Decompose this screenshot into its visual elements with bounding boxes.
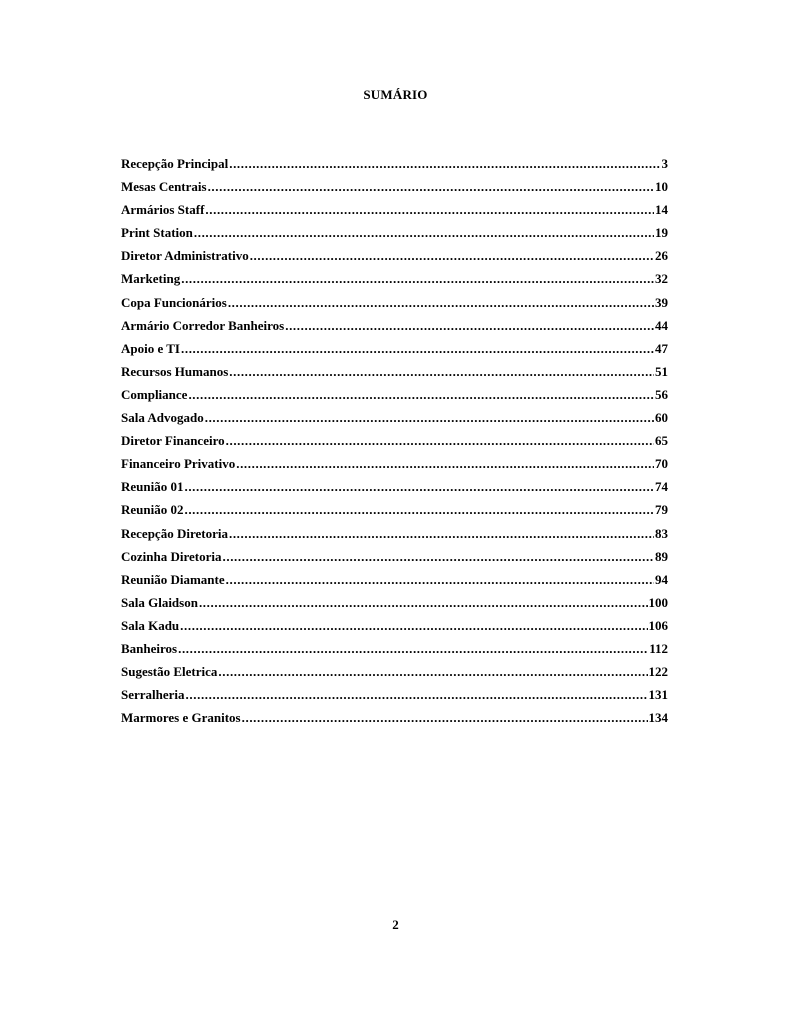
toc-entry-page: 100: [648, 594, 668, 610]
toc-entry-label: Reunião Diamante: [121, 571, 225, 587]
toc-entry-label: Marmores e Granitos: [121, 710, 241, 726]
toc-entry[interactable]: [121, 710, 668, 733]
toc-entry[interactable]: [121, 248, 668, 271]
toc-entry[interactable]: [121, 341, 668, 364]
toc-entry-page: 94: [655, 571, 668, 587]
page-title: SUMÁRIO: [363, 87, 428, 102]
toc-dot-leader: [199, 595, 648, 611]
toc-entry[interactable]: [121, 318, 668, 341]
toc-entry-page: 14: [655, 202, 668, 218]
toc-entry-label: Diretor Administrativo: [121, 248, 249, 264]
toc-entry[interactable]: [121, 549, 668, 572]
toc-entry-label: Cozinha Diretoria: [121, 548, 222, 564]
toc-entry-page: 122: [648, 664, 668, 680]
toc-entry-label: Mesas Centrais: [121, 179, 207, 195]
toc-dot-leader: [226, 572, 654, 588]
toc-entry-label: Armário Corredor Banheiros: [121, 317, 285, 333]
toc-entry-label: Sala Kadu: [121, 617, 180, 633]
toc-entry[interactable]: [121, 526, 668, 549]
page-number: 2: [392, 917, 399, 932]
toc-dot-leader: [194, 225, 654, 241]
toc-entry[interactable]: [121, 271, 668, 294]
toc-entry-page: 74: [655, 479, 668, 495]
toc-entry-page: 65: [655, 433, 668, 449]
toc-entry-page: 112: [649, 640, 668, 656]
toc-entry-label: Compliance: [121, 386, 188, 402]
toc-entry[interactable]: [121, 687, 668, 710]
toc-entry[interactable]: [121, 387, 668, 410]
toc-entry-label: Reunião 02: [121, 502, 184, 518]
toc-dot-leader: [242, 710, 648, 726]
toc-entry-page: 131: [648, 687, 668, 703]
toc-entry-label: Sala Glaidson: [121, 594, 198, 610]
toc-entry[interactable]: [121, 179, 668, 202]
toc-dot-leader: [229, 526, 654, 542]
toc-entry-page: 26: [655, 248, 668, 264]
toc-entry[interactable]: [121, 202, 668, 225]
toc-dot-leader: [184, 479, 654, 495]
toc-entry-label: Serralheria: [121, 687, 185, 703]
toc-entry-label: Recepção Principal: [121, 156, 229, 171]
toc-entry[interactable]: [121, 664, 668, 687]
toc-entry-page: 10: [655, 179, 668, 195]
toc-entry-page: 32: [655, 271, 668, 287]
toc-entry-label: Diretor Financeiro: [121, 433, 225, 449]
toc-dot-leader: [208, 179, 654, 195]
toc-entry-label: Reunião 01: [121, 479, 184, 495]
toc-entry-page: 83: [655, 525, 668, 541]
toc-dot-leader: [229, 364, 654, 380]
toc-entry-page: 47: [655, 340, 668, 356]
toc-dot-leader: [178, 641, 648, 657]
toc-entry-page: 44: [655, 317, 668, 333]
toc-dot-leader: [181, 341, 654, 357]
toc-entry[interactable]: [121, 156, 668, 179]
toc-entry[interactable]: [121, 618, 668, 641]
toc-dot-leader: [223, 549, 655, 565]
table-of-contents: [121, 156, 668, 733]
toc-entry-page: 19: [655, 225, 668, 241]
toc-entry-page: 56: [655, 386, 668, 402]
toc-entry-page: 60: [655, 410, 668, 426]
toc-dot-leader: [186, 687, 648, 703]
toc-entry[interactable]: [121, 641, 668, 664]
toc-entry-page: 79: [655, 502, 668, 518]
toc-dot-leader: [229, 156, 660, 172]
toc-entry-page: 3: [661, 156, 668, 171]
toc-entry[interactable]: [121, 225, 668, 248]
toc-entry-label: Armários Staff: [121, 202, 205, 218]
toc-dot-leader: [236, 456, 654, 472]
toc-entry[interactable]: [121, 479, 668, 502]
toc-dot-leader: [205, 202, 654, 218]
toc-entry-label: Recursos Humanos: [121, 363, 229, 379]
toc-entry-label: Print Station: [121, 225, 193, 241]
toc-entry-label: Recepção Diretoria: [121, 525, 228, 541]
toc-dot-leader: [228, 295, 654, 311]
toc-dot-leader: [218, 664, 647, 680]
toc-entry[interactable]: [121, 572, 668, 595]
toc-entry-label: Sugestão Eletrica: [121, 664, 218, 680]
toc-entry-page: 39: [655, 294, 668, 310]
toc-entry[interactable]: [121, 502, 668, 525]
toc-entry-page: 89: [655, 548, 668, 564]
toc-entry[interactable]: [121, 295, 668, 318]
toc-entry-label: Sala Advogado: [121, 410, 204, 426]
toc-entry[interactable]: [121, 595, 668, 618]
toc-entry-label: Banheiros: [121, 640, 178, 656]
toc-entry-label: Financeiro Privativo: [121, 456, 236, 472]
toc-entry-page: 134: [648, 710, 668, 726]
toc-entry[interactable]: [121, 433, 668, 456]
toc-entry-label: Apoio e TI: [121, 340, 180, 356]
toc-entry-label: Copa Funcionários: [121, 294, 227, 310]
toc-entry-page: 70: [655, 456, 668, 472]
toc-dot-leader: [184, 502, 654, 518]
toc-dot-leader: [205, 410, 654, 426]
toc-entry-page: 51: [655, 363, 668, 379]
toc-dot-leader: [188, 387, 654, 403]
toc-entry[interactable]: [121, 410, 668, 433]
toc-dot-leader: [226, 433, 654, 449]
toc-entry[interactable]: [121, 456, 668, 479]
toc-dot-leader: [181, 271, 654, 287]
toc-entry-page: 106: [648, 617, 668, 633]
toc-dot-leader: [180, 618, 647, 634]
toc-entry[interactable]: [121, 364, 668, 387]
toc-dot-leader: [285, 318, 654, 334]
toc-entry-label: Marketing: [121, 271, 181, 287]
toc-dot-leader: [250, 248, 654, 264]
